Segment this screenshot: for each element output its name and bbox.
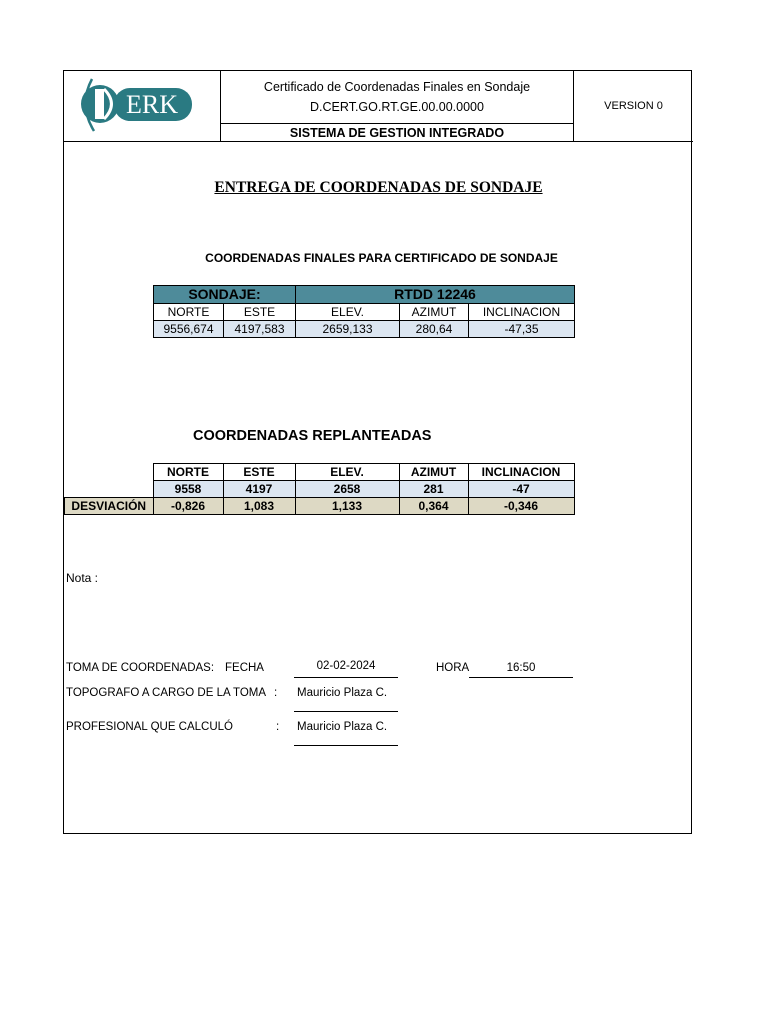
value-cell: -0,346 [468,498,574,515]
replanteadas-table [64,463,575,515]
header-title-cell [221,71,574,142]
value-cell: 1,083 [223,498,295,515]
profesional-value: Mauricio Plaza C. [294,721,398,746]
document-code: D.CERT.GO.RT.GE.00.00.0000 [310,100,484,114]
sondaje-id: RTDD 12246 [296,286,575,304]
value-cell: 9556,674 [154,321,224,338]
value-cell: 4197,583 [224,321,296,338]
document-title: Certificado de Coordenadas Finales en Sondaje [263,80,531,94]
topografo-colon: : [274,687,278,699]
hora-value: 16:50 [469,662,573,678]
main-title: ENTREGA DE COORDENADAS DE SONDAJE [214,179,543,196]
fecha-label: FECHA [225,662,264,674]
replanteadas-title: COORDENADAS REPLANTEADAS [193,428,432,444]
desviacion-row [65,498,575,515]
value-cell: 9558 [153,481,223,498]
final-coordinates-title: COORDENADAS FINALES PARA CERTIFICADO DE SONDAJE [205,251,558,265]
company-logo [64,71,221,142]
hora-label: HORA [436,662,470,674]
profesional-colon: : [276,721,280,733]
value-cell: 1,133 [295,498,399,515]
final-coordinates-table [153,285,575,338]
header-cell: ELEV. [296,304,400,321]
toma-label: TOMA DE COORDENADAS: [66,662,215,674]
empty-cell [65,464,154,481]
header-cell: ESTE [224,304,296,321]
table-header-row [154,304,575,321]
desviacion-label: DESVIACIÓN [65,498,154,515]
svg-text:ERK: ERK [126,90,178,119]
logo-cell [64,71,221,142]
system-name: SISTEMA DE GESTION INTEGRADO [221,123,573,142]
version-cell: VERSION 0 [574,71,693,142]
value-cell: 2659,133 [296,321,400,338]
table-row [154,321,575,338]
header-cell: AZIMUT [400,304,469,321]
value-cell: 4197 [223,481,295,498]
table-header-row [65,464,575,481]
header-cell: INCLINACION [468,464,574,481]
certificate-sheet [63,70,692,834]
value-cell: 0,364 [399,498,468,515]
header-cell: ELEV. [295,464,399,481]
header-cell: ESTE [223,464,295,481]
profesional-label: PROFESIONAL QUE CALCULÓ [66,721,234,733]
topografo-value: Mauricio Plaza C. [294,687,398,712]
sondaje-label: SONDAJE: [154,286,296,304]
nota-label: Nota : [66,571,99,585]
value-cell: -47,35 [469,321,575,338]
header-cell: NORTE [153,464,223,481]
table-row [65,481,575,498]
value-cell: 281 [399,481,468,498]
topografo-label: TOPOGRAFO A CARGO DE LA TOMA [66,687,267,699]
value-cell: -0,826 [153,498,223,515]
value-cell: 2658 [295,481,399,498]
sondaje-row [154,286,575,304]
header-cell: INCLINACION [469,304,575,321]
header-cell: NORTE [154,304,224,321]
value-cell: -47 [468,481,574,498]
fecha-value: 02-02-2024 [294,660,398,678]
header-cell: AZIMUT [399,464,468,481]
empty-cell [65,481,154,498]
value-cell: 280,64 [400,321,469,338]
